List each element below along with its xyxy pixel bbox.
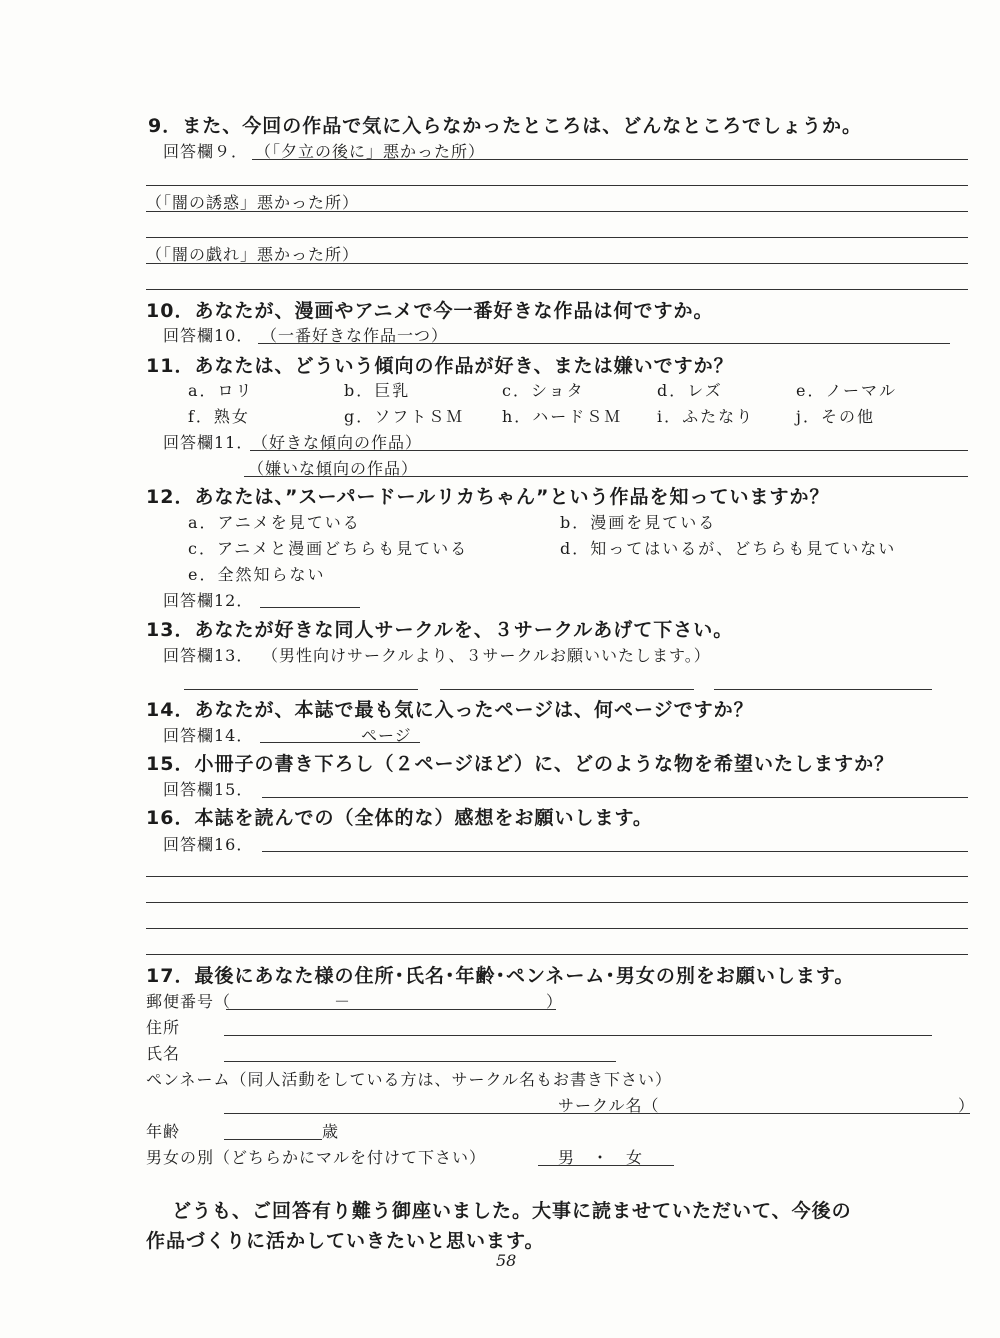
q10-hint: （一番好きな作品一つ） — [261, 326, 449, 345]
page-number: 58 — [496, 1251, 517, 1270]
option-b: b．巨乳 — [344, 381, 411, 400]
option-d: d．知ってはいるが、どちらも見ていない — [560, 539, 897, 558]
option-i: i．ふたなり — [657, 407, 755, 426]
q9-sub-1: （「夕立の後に」悪かった所） — [255, 142, 486, 161]
answer-label-12: 回答欄12． — [163, 591, 254, 610]
postal-close: ） — [546, 992, 564, 1011]
answer-line[interactable] — [146, 185, 968, 186]
answer-label-15: 回答欄15． — [163, 780, 254, 799]
option-j: j．その他 — [796, 407, 875, 426]
option-h: h．ハードＳＭ — [502, 407, 623, 426]
answer-line[interactable] — [252, 159, 968, 160]
q11-like: （好きな傾向の作品） — [252, 433, 423, 452]
gender-label: 男女の別（どちらかにマルを付けて下さい） — [146, 1148, 487, 1167]
answer-line[interactable] — [146, 954, 968, 955]
postal-dash: － — [334, 992, 352, 1011]
answer-line[interactable] — [146, 211, 968, 212]
answer-line[interactable] — [146, 928, 968, 929]
q13-hint: （男性向けサークルより、３サークルお願いいたします。） — [262, 646, 711, 665]
answer-line[interactable] — [146, 263, 968, 264]
option-a: a．アニメを見ている — [188, 513, 361, 532]
name-field[interactable] — [224, 1061, 616, 1062]
option-c: c．ショタ — [502, 381, 585, 400]
option-e: e．全然知らない — [188, 565, 326, 584]
circle-name-label: サークル名（ — [558, 1096, 660, 1115]
option-f: f．熟女 — [188, 407, 250, 426]
answer-line[interactable] — [250, 450, 968, 451]
answer-line[interactable] — [258, 343, 950, 344]
age-unit: 歳 — [322, 1122, 340, 1141]
answer-line[interactable] — [146, 876, 968, 877]
question-13: 13．あなたが好きな同人サークルを、３サークルあげて下さい。 — [146, 619, 734, 641]
question-12: 12．あなたは、”スーパードールリカちゃん”という作品を知っていますか？ — [146, 486, 830, 508]
answer-line[interactable] — [262, 851, 968, 852]
age-label: 年齢 — [146, 1122, 181, 1141]
q9-sub-2: （「闇の誘惑」悪かった所） — [146, 193, 360, 212]
answer-line[interactable] — [260, 742, 420, 743]
age-field[interactable] — [224, 1139, 322, 1140]
question-10: 10．あなたが、漫画やアニメで今一番好きな作品は何ですか。 — [146, 300, 714, 322]
gender-options[interactable]: 男 ・ 女 — [558, 1148, 644, 1167]
option-d: d．レズ — [657, 381, 723, 400]
circle-name-close: ） — [958, 1096, 976, 1115]
answer-label-10: 回答欄10． — [163, 326, 254, 345]
circle-answer-line-3[interactable] — [714, 689, 932, 690]
answer-label-13: 回答欄13． — [163, 646, 254, 665]
answer-line[interactable] — [146, 902, 968, 903]
option-c: c．アニメと漫画どちらも見ている — [188, 539, 469, 558]
answer-line[interactable] — [146, 237, 968, 238]
address-label: 住所 — [146, 1018, 181, 1037]
option-g: g．ソフトＳＭ — [344, 407, 465, 426]
circle-answer-line-1[interactable] — [184, 689, 418, 690]
question-11: 11．あなたは、どういう傾向の作品が好き、または嫌いですか？ — [146, 355, 734, 377]
answer-line[interactable] — [262, 797, 968, 798]
gender-underline — [538, 1165, 674, 1166]
option-a: a．ロリ — [188, 381, 254, 400]
question-9: 9．また、今回の作品で気に入らなかったところは、どんなところでしょうか。 — [148, 115, 863, 137]
question-17: 17．最後にあなた様の住所･氏名･年齢･ペンネーム･男女の別をお願いします。 — [146, 965, 855, 987]
question-15: 15．小冊子の書き下ろし（２ページほど）に、どのような物を希望いたしますか？ — [146, 753, 895, 775]
q9-sub-3: （「闇の戯れ」悪かった所） — [146, 245, 360, 264]
penname-label: ペンネーム（同人活動をしている方は、サークル名もお書き下さい） — [146, 1070, 673, 1089]
postal-code-field[interactable] — [226, 1009, 556, 1010]
closing-line-2: 作品づくりに活かしていきたいと思います。 — [146, 1230, 545, 1252]
answer-line[interactable] — [244, 476, 968, 477]
answer-label-11: 回答欄11． — [163, 433, 254, 452]
closing-line-1: どうも、ご回答有り難う御座いました。大事に読ませていただいて、今後の — [172, 1200, 852, 1222]
question-16: 16．本誌を読んでの（全体的な）感想をお願いします。 — [146, 807, 653, 829]
q14-unit: ページ — [361, 726, 412, 745]
option-e: e．ノーマル — [796, 381, 897, 400]
q11-dislike: （嫌いな傾向の作品） — [248, 459, 419, 478]
answer-label-16: 回答欄16． — [163, 835, 254, 854]
postal-label: 郵便番号（ — [146, 992, 232, 1011]
question-14: 14．あなたが、本誌で最も気に入ったページは、何ページですか？ — [146, 699, 754, 721]
answer-label-14: 回答欄14． — [163, 726, 254, 745]
answer-label-9: 回答欄９． — [163, 142, 249, 161]
circle-answer-line-2[interactable] — [440, 689, 694, 690]
address-field[interactable] — [224, 1035, 932, 1036]
option-b: b．漫画を見ている — [560, 513, 717, 532]
answer-line[interactable] — [260, 607, 360, 608]
name-label: 氏名 — [146, 1044, 181, 1063]
answer-line[interactable] — [146, 289, 968, 290]
penname-field[interactable] — [224, 1113, 970, 1114]
